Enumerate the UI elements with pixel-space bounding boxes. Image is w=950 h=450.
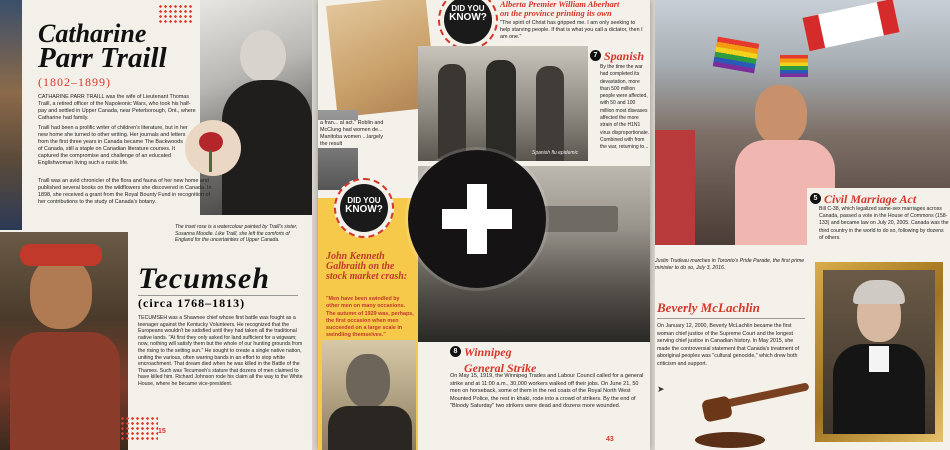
red-dot-pattern (158, 4, 192, 24)
spanish-flu-number: 7 (590, 50, 601, 61)
middle-page-number: 43 (606, 436, 614, 443)
red-dot-pattern-bottom (120, 416, 158, 442)
gavel-image (695, 392, 815, 450)
traill-title-line2: Parr Traill (38, 42, 167, 74)
premier-headline-line1: Alberta Premier William Aberhart (500, 0, 620, 9)
pride-caption: Justin Trudeau marches in Toronto's Pride Parade, the first prime minister to do so, July 3, 2016. (655, 258, 805, 271)
spanish-flu-heading (590, 47, 650, 65)
dyk-top-line1: DID YOU (451, 4, 485, 13)
tecumseh-dates: (circa 1768–1813) (138, 296, 246, 310)
galbraith-portrait (322, 340, 416, 450)
tecumseh-text: TECUMSEH was a Shawnee chief whose first battle was fought as a teenager against the Kentucky Volunteers. He recognized that the Europeans wouldn't be satisfied until they had taken all the traditional native lands. "At first they only asked for land sufficient for a wigwam; now, nothing will satisfy them but the whole of our hunting grounds from the rising to the setting sun." He sought to create a single native nation, uniting the various, often warring bands in an effort to stop white encroachment. That dream died when he was killed in the Battle of the Thames. Such was Tecumseh's stature that dozens of men claimed to have killed him. Richard Johnson rode his claim all the way to the White House, where he became vice-president. (138, 315, 303, 387)
did-you-know-badge-bottom (340, 184, 388, 232)
mclachlin-rule (657, 318, 805, 319)
mclachlin-framed-portrait (815, 262, 943, 442)
winnipeg-number: 8 (450, 346, 461, 357)
spanish-flu-text: By the time the war had completed its devastation, more than 500 million people were affected, with 50 and 100 million most diseases affected the more strain of the H1N1 virus disproportionate. Combined with from the war, returning to... (600, 64, 650, 151)
premier-headline-line2: on the province printing its own (500, 8, 612, 18)
traill-text-2: Traill had been a prolific writer of children's literature, but in her new home she turned to other writing. Her journals and letters from the first three years in Canada became The Backwoods of Canada, still a staple on Canadian literature courses. It captured the compromise and challenge of an educated Englishwoman living such a rustic life. (38, 125, 188, 166)
winnipeg-text: On May 15, 1919, the Winnipeg Trades and Labour Council called for a general strike and at 11:00 a.m., 30,000 workers walked off their jobs. On June 21, 50 men on horseback, some of them in the red coats of the Royal North West Mounted Police, the rest in khaki, rode into a crowd of strikers. By the end of "Bloody Saturday" two strikers were dead and dozens more wounded. (450, 373, 644, 410)
tecumseh-title: Tecumseh (138, 262, 270, 295)
traill-title-line1: Catharine (38, 19, 147, 48)
dyk-bottom-line1: DID YOU (347, 196, 381, 205)
civil-marriage-number: 5 (810, 193, 821, 204)
winnipeg-heading (450, 343, 610, 376)
traill-dates: (1802–1899) (38, 75, 111, 89)
suffrage-text: a fran... al act." Roblin and McClung had women de... Manitoba women ...largely the result (318, 120, 390, 148)
tecumseh-portrait (0, 232, 128, 450)
traill-title (38, 19, 167, 74)
arrow-decoration: ➤ (657, 384, 663, 394)
left-page-number: 15 (158, 428, 166, 435)
mclachlin-title: Beverly McLachlin (657, 300, 760, 315)
traill-text-1: CATHARINE PARR TRAILL was the wife of Lieutenant Thomas Traill, a retired officer of the Napoleonic Wars, who took his half-pay and settled in Upper Canada, near Peterborough, Ont., where Catharine had family. (38, 94, 196, 121)
galbraith-quote: "Men have been swindled by other men on many occasions. The autumn of 1929 was, perhaps, the first occasion when men succeeded on a large scale in swindling themselves." (326, 296, 414, 339)
premier-headline (500, 0, 650, 18)
spanish-flu-photo (418, 46, 588, 161)
dyk-top-line2: KNOW? (449, 12, 487, 23)
premier-quote: "The spirit of Christ has gripped me. I am only seeking to help starving people. If that is what you call a dictator, then I am one." (500, 20, 643, 40)
left-edge-painting (0, 0, 22, 230)
traill-text-3: Traill was an avid chronicler of the flora and fauna of her new home and published several books on the wildflowers she discovered in Canada. In 1898, she received a grant from the Royal Bounty Fund in recognition of her contributions to the study of Canada's botany. (38, 178, 212, 205)
expand-overlay-button[interactable] (408, 150, 546, 288)
winnipeg-title-line2: General Strike (464, 361, 537, 375)
civil-marriage-title: Civil Marriage Act (824, 192, 917, 206)
left-page (0, 0, 312, 450)
winnipeg-title-line1: Winnipeg (464, 345, 512, 359)
dyk-bottom-line2: KNOW? (345, 204, 383, 215)
flu-caption: Spanish flu epidemic (532, 150, 579, 156)
plus-icon (408, 150, 546, 288)
galbraith-title: John Kenneth Galbraith on the stock market crash: (326, 251, 408, 282)
spanish-flu-title: Spanish (604, 49, 645, 63)
rose-caption: The inset rose is a watercolour painted by Traill's sister, Susanna Moodie. Like Traill, she left the comforts of England for the uncertainties of Upper Canada. (175, 224, 298, 243)
right-page (655, 0, 950, 450)
civil-marriage-text: Bill C-38, which legalized same-sex marriages across Canada, passed a vote in the House of Commons (158-133) and became law on July 20, 2005. Canada was the third country in the world to do so, following by dozens of others. (819, 206, 949, 241)
mclachlin-text: On January 12, 2000, Beverly McLachlin became the first woman chief justice of the Supreme Court and the longest serving chief justice in Canadian history. In May 2015, she made the controversial statement that Canada's treatment of aboriginal peoples was "cultural genocide," which drew both criticism and support. (657, 323, 800, 367)
rose-watercolour (185, 120, 241, 176)
traill-portrait-photo (200, 0, 312, 215)
